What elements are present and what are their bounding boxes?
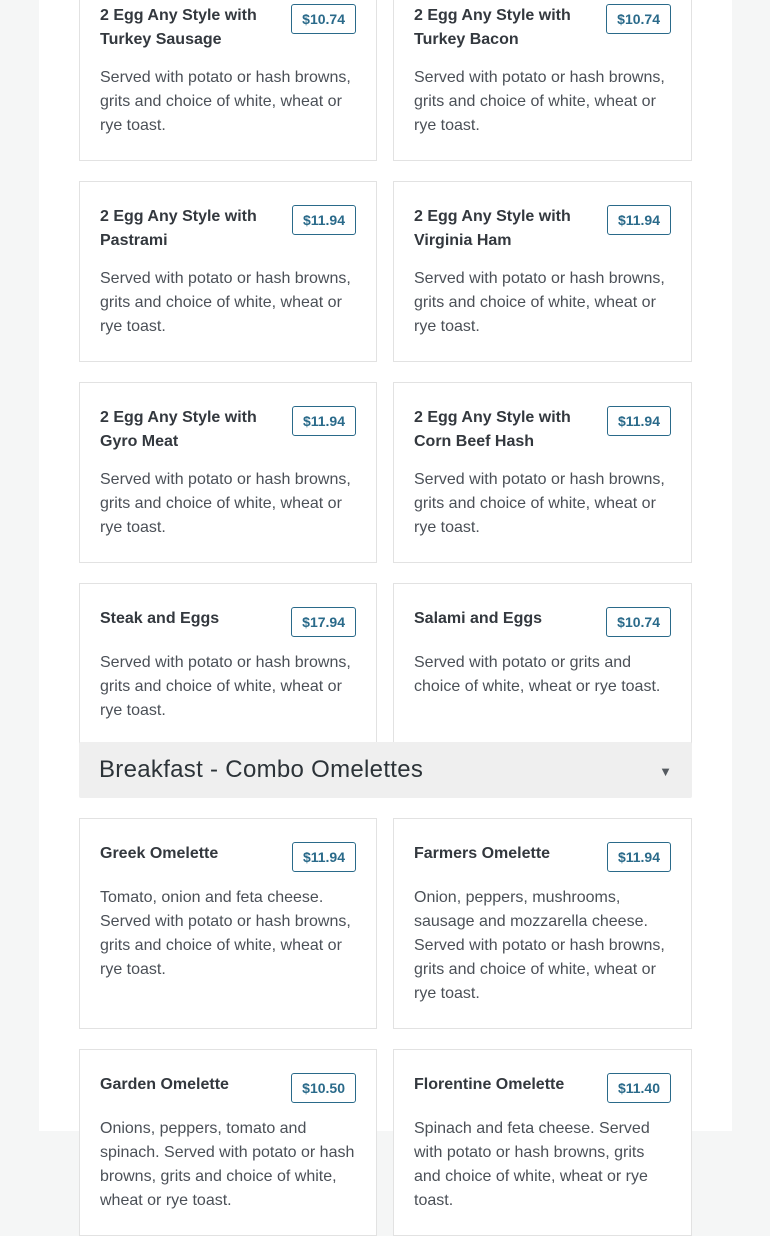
item-description: Served with potato or hash browns, grits and choice of white, wheat or rye toast.: [100, 270, 351, 335]
item-price-badge[interactable]: $11.94: [292, 406, 356, 436]
item-price-badge[interactable]: $17.94: [291, 607, 356, 637]
menu-item-card[interactable]: [79, 0, 377, 161]
menu-item-card[interactable]: [393, 583, 692, 746]
item-description: Served with potato or hash browns, grits and choice of white, wheat or rye toast.: [100, 654, 351, 719]
item-name: Farmers Omelette: [414, 845, 551, 862]
item-description: Spinach and feta cheese. Served with potato or hash browns, grits and choice of white, wheat or rye toast.: [414, 1120, 650, 1209]
item-name: 2 Egg Any Style with Pastrami: [100, 208, 257, 249]
menu-panel: [39, 0, 732, 1209]
item-name: Florentine Omelette: [414, 1076, 565, 1093]
menu-items-grid: [79, 0, 692, 746]
menu-item-card[interactable]: [79, 818, 377, 1029]
item-description: Tomato, onion and feta cheese. Served with potato or hash browns, grits and choice of white, wheat or rye toast.: [100, 889, 351, 978]
item-name: 2 Egg Any Style with Virginia Ham: [414, 208, 571, 249]
item-description: Served with potato or hash browns, grits and choice of white, wheat or rye toast.: [414, 471, 665, 536]
menu-item-card[interactable]: [393, 818, 692, 1029]
item-price-badge[interactable]: $10.74: [606, 607, 671, 637]
menu-item-card[interactable]: [79, 181, 377, 362]
item-name: Greek Omelette: [100, 845, 219, 862]
item-description: Onions, peppers, tomato and spinach. Served with potato or hash browns, grits and choice of white, wheat or rye toast.: [100, 1120, 355, 1209]
section-header-combo-omelettes[interactable]: [79, 742, 692, 798]
item-description: Served with potato or hash browns, grits and choice of white, wheat or rye toast.: [100, 69, 351, 134]
menu-item-card[interactable]: [79, 583, 377, 746]
item-price-badge[interactable]: $10.50: [291, 1073, 356, 1103]
caret-down-icon[interactable]: ▼: [659, 764, 672, 779]
item-description: Served with potato or hash browns, grits and choice of white, wheat or rye toast.: [414, 69, 665, 134]
item-price-badge[interactable]: $10.74: [606, 4, 671, 34]
menu-item-card[interactable]: [393, 382, 692, 563]
item-name: 2 Egg Any Style with Gyro Meat: [100, 409, 257, 450]
item-description: Onion, peppers, mushrooms, sausage and mozzarella cheese. Served with potato or hash browns, grits and choice of white, wheat or rye toast.: [414, 889, 665, 1002]
item-price-badge[interactable]: $11.94: [607, 842, 671, 872]
item-name: 2 Egg Any Style with Turkey Sausage: [100, 7, 257, 48]
item-name: 2 Egg Any Style with Corn Beef Hash: [414, 409, 571, 450]
item-price-badge[interactable]: $11.40: [607, 1073, 671, 1103]
item-description: Served with potato or hash browns, grits and choice of white, wheat or rye toast.: [100, 471, 351, 536]
item-price-badge[interactable]: $11.94: [292, 842, 356, 872]
item-name: Salami and Eggs: [414, 610, 543, 627]
item-price-badge[interactable]: $10.74: [291, 4, 356, 34]
menu-item-card[interactable]: [393, 181, 692, 362]
item-name: Garden Omelette: [100, 1076, 229, 1093]
menu-item-card[interactable]: [79, 1049, 377, 1236]
item-price-badge[interactable]: $11.94: [607, 205, 671, 235]
omelettes-grid: [79, 818, 692, 1236]
section-title: Breakfast - Combo Omelettes: [99, 756, 424, 783]
menu-item-card[interactable]: [393, 0, 692, 161]
item-description: Served with potato or hash browns, grits and choice of white, wheat or rye toast.: [414, 270, 665, 335]
item-price-badge[interactable]: $11.94: [607, 406, 671, 436]
item-description: Served with potato or grits and choice of white, wheat or rye toast.: [414, 654, 661, 695]
item-price-badge[interactable]: $11.94: [292, 205, 356, 235]
menu-item-card[interactable]: [79, 382, 377, 563]
item-name: 2 Egg Any Style with Turkey Bacon: [414, 7, 571, 48]
item-name: Steak and Eggs: [100, 610, 220, 627]
menu-item-card[interactable]: [393, 1049, 692, 1236]
